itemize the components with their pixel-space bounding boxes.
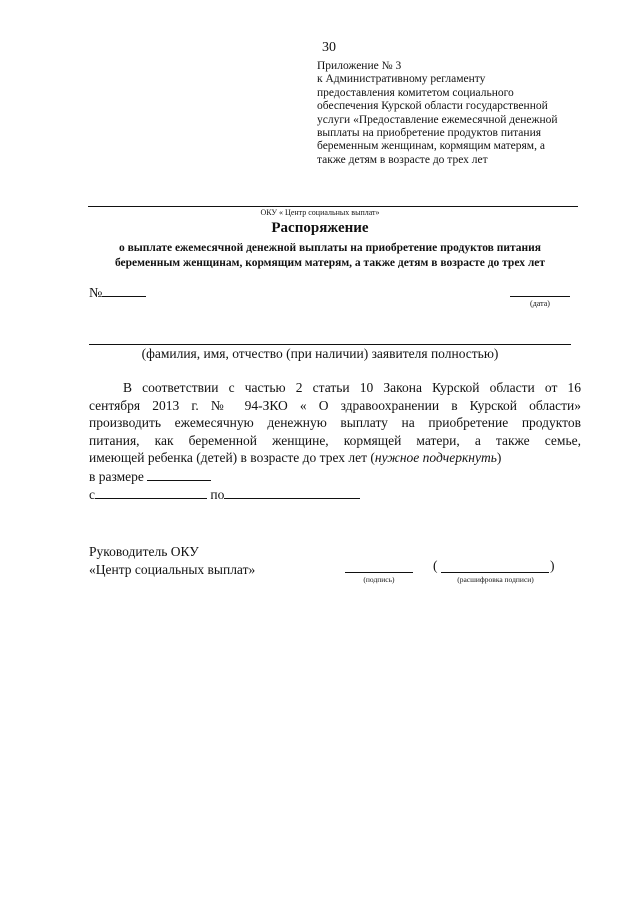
signature-caption: (подпись) [363,575,395,584]
order-body [89,379,581,504]
decode-close-paren: ) [550,558,555,573]
appendix-line: к Административному регламенту [317,73,486,86]
amount-label: в размере [89,468,144,484]
amount-row [89,467,581,486]
document-subtitle [80,241,580,271]
appendix-line: предоставления комитетом социального [317,86,514,99]
body-line: сентября 2013 г. № 94-ЗКО « О здравоохранении в Курской области» [89,397,581,413]
number-label: № [89,286,103,301]
appendix-line: также детям в возрасте до трех лет [317,153,488,166]
date-caption: (дата) [530,299,550,308]
appendix-line: выплаты на приобретение продуктов питания [317,127,542,140]
to-label: по [210,487,225,502]
body-line-text: имеющей ребенка (детей) в возрасте до трех лет ( [89,450,375,465]
header-rule [88,206,578,207]
head-title-line: Руководитель ОКУ [89,544,199,559]
document-title: Распоряжение [271,220,369,236]
from-blank [95,485,207,499]
body-line: производить ежемесячную денежную выплату на приобретение продуктов [89,415,581,430]
applicant-name-blank [89,344,571,345]
number-blank [102,284,146,297]
decode-open-paren: ( [433,558,438,573]
amount-blank [147,467,211,481]
body-line [89,449,581,467]
period-row [89,485,581,504]
signature-blank [345,572,413,573]
underline-hint: нужное подчеркнуть [374,450,497,465]
body-line: В соответствии с частью 2 статьи 10 Закона Курской области от 16 [123,380,581,395]
subtitle-line: о выплате ежемесячной денежной выплаты на приобретение продуктов питания [118,242,542,254]
appendix-line: обеспечения Курской области государственной [317,100,548,113]
organization-name: ОКУ « Центр социальных выплат» [260,208,380,217]
applicant-name-caption: (фамилия, имя, отчество (при наличии) заявителя полностью) [141,346,499,361]
from-label: с [89,487,95,502]
signature-decode-caption: (расшифровка подписи) [457,575,534,584]
order-number-field [89,284,146,302]
subtitle-line: беременным женщинам, кормящим матерям, а также детям в возрасте до трех лет [114,257,546,269]
body-line: питания, как беременной женщине, кормящей матери, а также семье, [89,432,581,448]
appendix-line: услуги «Предоставление ежемесячной денежной [317,113,558,126]
body-line-end: ) [496,450,502,465]
appendix-note [317,60,577,167]
head-title-line: «Центр социальных выплат» [89,562,256,577]
appendix-line: Приложение № 3 [317,60,402,72]
date-blank [510,296,570,297]
to-blank [224,485,360,499]
page-number: 30 [322,40,336,55]
signature-decode-blank [441,572,549,573]
appendix-line: беременным женщинам, кормящим матерям, а [317,140,545,153]
head-title [89,543,255,579]
